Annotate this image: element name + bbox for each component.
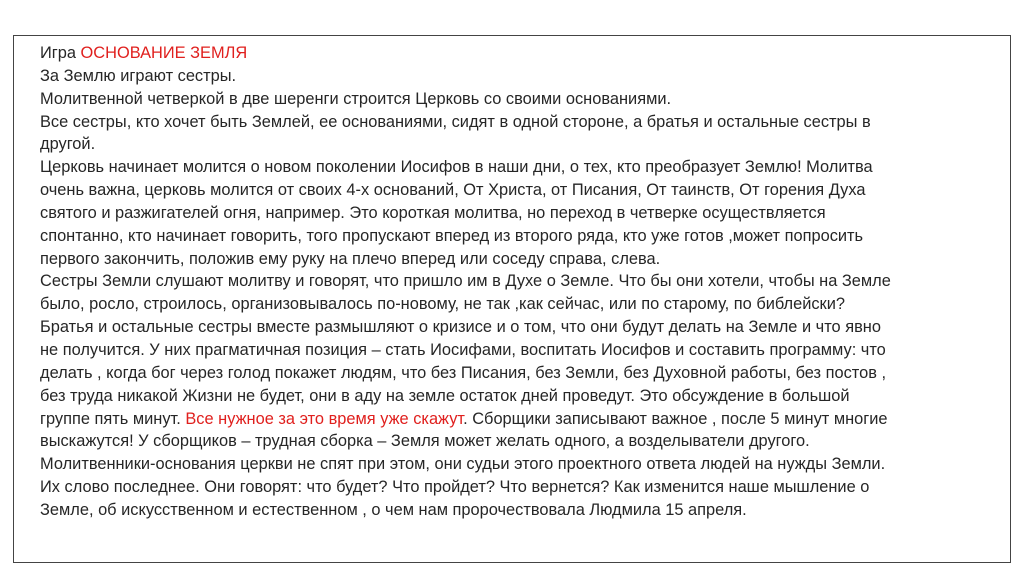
- text-segment: Молитвенной четверкой в две шеренги строится Церковь со своими основаниями.: [40, 89, 672, 108]
- text-line: [40, 362, 980, 385]
- text-segment: святого и разжигателей огня, например. Это короткая молитва, но переход в четверке осуществляется: [40, 203, 826, 222]
- text-segment: делать , когда бог через голод покажет людям, что без Писания, без Земли, без Духовной работы, без постов ,: [40, 363, 887, 382]
- text-line: [40, 202, 980, 225]
- highlighted-phrase: Все нужное за это время уже скажут: [185, 409, 464, 428]
- text-line: [40, 499, 980, 522]
- text-segment: первого закончить, положив ему руку на плечо вперед или соседу справа, слева.: [40, 249, 661, 268]
- text-segment: другой.: [40, 135, 96, 154]
- text-line: [40, 65, 980, 88]
- text-segment: группе пять минут.: [40, 409, 186, 428]
- text-line: [40, 270, 980, 293]
- text-line: [40, 339, 980, 362]
- text-line: [40, 111, 980, 134]
- text-line: [40, 133, 980, 156]
- text-line: [40, 225, 980, 248]
- text-segment: Земле, об искусственном и естественном , о чем нам пророчествовала Людмила 15 апреля.: [40, 500, 747, 519]
- text-segment: выскажутся! У сборщиков – трудная сборка – Земля может желать одного, а возделыватели другого.: [40, 432, 810, 451]
- text-body: [40, 42, 980, 522]
- text-line: [40, 293, 980, 316]
- text-segment: было, росло, строилось, организовывалось по-новому, не так ,как сейчас, или по старому, по библейски?: [40, 295, 846, 314]
- text-segment: Все сестры, кто хочет быть Землей, ее основаниями, сидят в одной стороне, а братья и остальные сестры в: [40, 112, 871, 131]
- text-segment: не получится. У них прагматичная позиция – стать Иосифами, воспитать Иосифов и составить программу: что: [40, 340, 886, 359]
- text-segment: спонтанно, кто начинает говорить, того пропускают вперед из второго ряда, кто уже готов ,может попросить: [40, 226, 864, 245]
- text-segment: очень важна, церковь молится от своих 4-х оснований, От Христа, от Писания, От таинств, От горения Духа: [40, 181, 866, 200]
- highlighted-title: ОСНОВАНИЕ ЗЕМЛЯ: [80, 44, 248, 62]
- text-segment: Игра: [40, 44, 81, 62]
- text-line: [40, 179, 980, 202]
- text-line: [40, 88, 980, 111]
- text-line: [40, 248, 980, 271]
- text-line: [40, 430, 980, 453]
- text-line: [40, 316, 980, 339]
- text-segment: Сестры Земли слушают молитву и говорят, что пришло им в Духе о Земле. Что бы они хотели, чтобы на Земле: [40, 272, 891, 291]
- text-segment: Церковь начинает молится о новом поколении Иосифов в наши дни, о тех, кто преобразует Землю! Молитва: [40, 158, 873, 177]
- text-line: [40, 476, 980, 499]
- text-segment: Молитвенники-основания церкви не спят при этом, они судьи этого проектного ответа людей на нужды Земли.: [40, 455, 886, 474]
- text-segment: . Сборщики записывают важное , после 5 минут многие: [463, 409, 888, 428]
- text-segment: без труда никакой Жизни не будет, они в аду на земле остаток дней проведут. Это обсуждение в большой: [40, 386, 850, 405]
- text-segment: Братья и остальные сестры вместе размышляют о кризисе и о том, что они будут делать на Земле и что явно: [40, 318, 881, 337]
- text-line: [40, 408, 980, 431]
- text-segment: Их слово последнее. Они говорят: что будет? Что пройдет? Что вернется? Как изменится наше мышление о: [40, 478, 870, 497]
- text-line: [40, 453, 980, 476]
- text-line: [40, 385, 980, 408]
- text-segment: За Землю играют сестры.: [40, 66, 237, 85]
- text-line: [40, 42, 980, 65]
- text-line: [40, 156, 980, 179]
